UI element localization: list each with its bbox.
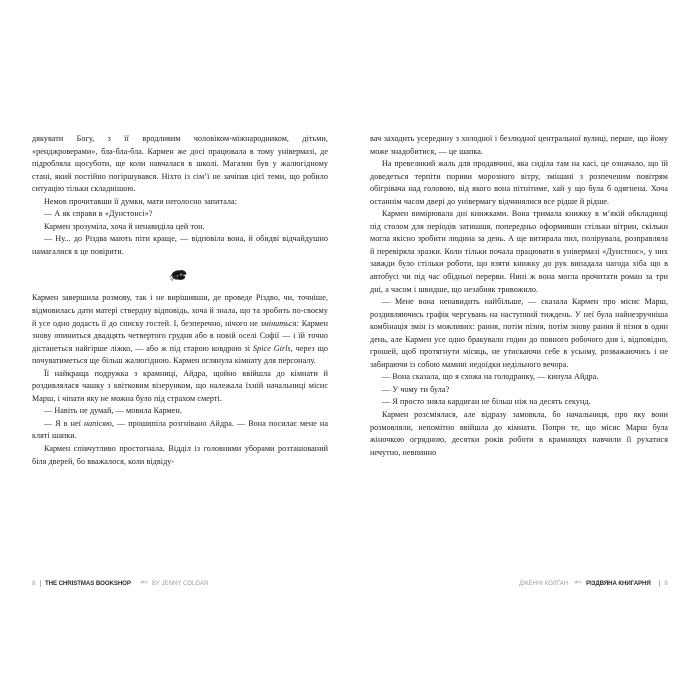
paragraph [32, 133, 328, 196]
paragraph [370, 409, 668, 459]
right-footer-book-title: РІЗДВЯНА КНИГАРНЯ [585, 579, 651, 587]
text-run: Кармен зрозуміла, хоча й ненавиділа цей тон. [44, 221, 205, 231]
text-run: вач заходить усередину з холодної і безлюдної центральної вулиці, перше, що йому може знадобитися, — це шапка. [370, 134, 668, 156]
right-footer-author: ДЖЕННІ КОЛҐАН [519, 579, 569, 587]
paragraph [32, 196, 328, 209]
text-run: Кармен співчутливо простогнала. Відділ із головними уборами розташований біля дверей, бо вважалося, коли відвіду- [32, 444, 328, 466]
text-run: Кармен завершила розмову, так і не вирішивши, де проведе Різдво, чи, точніше, відмовилась дати матері ствердну відповідь, хоча й знала, що та зробить по-своєму й усе одно додасть її до списку гостей. І, безперечно, нічого не [32, 293, 328, 328]
right-page-number: 9 [664, 579, 668, 587]
text-run: На превеликий жаль для продавчині, яка сиділа там на касі, це означало, що їй доведеться терпіти пориви морозного вітру, змішані з розпеченим повітрям обігрівача над головою, від якого вона пітнітиме, хай у що була б одягнена. Хоча останнім часом двері до універмагу відчинялися все рідше й рідше. [370, 159, 668, 206]
text-run: , — прошипіла розгнівано Айдра. — Вона посилає мене на кляті шапки. [32, 418, 328, 441]
text-run: — Ну... до Різдва мають піти краще, — відповіла вона, й обидві відчайдушно намагалися в це повірити. [32, 234, 328, 256]
italic-run: Spice Girls [253, 343, 291, 353]
paragraph [32, 221, 328, 234]
left-footer-author: BY JENNY COLGAN [152, 579, 209, 587]
left-page-footer [32, 574, 211, 592]
paragraph [370, 296, 668, 371]
holly-ornament-small-icon [140, 579, 149, 588]
paragraph [370, 158, 668, 208]
paragraph [370, 208, 668, 296]
paragraph [32, 418, 328, 443]
text-run: — Мене вона ненавидить найбільше, — сказала Кармен про місис Марш, роздивляючись графік чергувань на наступний тиждень. У неї була найнезручніша комбінація змін із можливих: рання, потім пізня, потім знову рання й пізня в один день, але Кармен усе одно бракувало годин до повного робочого дня і, відповідно, грошей, щоб протягнути місяць, не утискаючи себе в усьому, розважаючись і не забираючи із собою мамині недоїдки недільного вечора. [370, 297, 668, 369]
paragraph [32, 368, 328, 406]
holly-ornament-small-icon [574, 579, 583, 588]
italic-run: напісяю [83, 418, 112, 428]
text-run: Кармен знову опиниться двадцять четвертого грудня або в новій оселі Софії — і їй точно дістанеться найгірше ліжко, — або ж під старою ковдрою зі [32, 318, 328, 353]
left-page-number: 8 [32, 579, 36, 587]
text-run: дякувати Богу, з її вродливим чоловіком-міжнародником, дітьми, «ренджроверами», бла-бла-бла. Кармен же досі працювала в тому універмазі, де підробляла щосуботи, ще коли навчалася в школі. Магазин був у жалюгідному стані, який постійно погіршувався. Ніхто із сім’ї не зачіпав цієї теми, що робило ситуацію тільки складнішою. [32, 134, 328, 194]
footer-divider [659, 580, 660, 587]
right-page [350, 0, 700, 700]
paragraph [370, 384, 668, 397]
left-page-body [32, 133, 328, 468]
paragraph [32, 233, 328, 258]
right-page-body [370, 133, 668, 459]
text-run: , через що почуватиметься ще більш жалюгідною. Кармен оглянула кімнату для персоналу. [32, 343, 328, 366]
text-run: — Вона сказала, що я схожа на голодранку, — кинула Айдра. [382, 372, 599, 382]
paragraph [32, 292, 328, 367]
paragraph [370, 371, 668, 384]
text-run: — Я в неї [44, 418, 84, 428]
paragraph [32, 208, 328, 221]
paragraph [370, 133, 668, 158]
text-run: — Я просто зняла кардиган не більш ніж на десять секунд. [382, 397, 591, 407]
text-run: — У чому ти була? [382, 384, 450, 394]
paragraph [32, 405, 328, 418]
left-footer-book-title: THE CHRISTMAS BOOKSHOP [44, 579, 131, 587]
section-ornament [32, 267, 328, 283]
text-run: Немов прочитавши її думки, мати неголосно запитала: [44, 196, 238, 206]
holly-ornament-icon [169, 268, 191, 283]
text-run: Кармен вимірювала дні книжками. Вона тримала книжку в м’якій обкладинці під столом для періодів затишшя, попередньо оформивши стільки вітрин, скільки могла якісно зробити людина за день. А ще витирала пил, полірувала, розправляла й перевіряла зразки. Коли тільки почала працювати в універмазі «Дунстонс», у них завжди було стільки роботи, що взяти книжку до рук випадала нагода хіба що в автобусі чи під час обідньої перерви. Нині ж вона могла прочитати роман за три дні, а часом і швидше, що незабияк тривожило. [370, 209, 668, 294]
paragraph [370, 396, 668, 409]
text-run: — Навіть не думай, — мовила Кармен. [44, 406, 182, 416]
italic-run: зміниться: [260, 318, 300, 328]
right-page-footer [519, 574, 668, 592]
footer-divider [40, 580, 41, 587]
text-run: Її найкраща подружка з крамниці, Айдра, щойно ввійшла до кімнати й роздивлялася чашку з квітковим візерунком, що належала їхній начальниці місис Марш, і чіпати яку не можна було під страхом смерті. [32, 368, 328, 403]
text-run: Кармен розсміялася, але відразу замовкла, бо начальниця, про яку вони розмовляли, непомітно ввійшла до кімнати. Попри те, що місис Марш була жіночкою огрядною, десятки років роботи в крамницях навчили її рухатися нечутно, невпинно [370, 410, 668, 457]
text-run: — А як справи в «Дунстонсі»? [44, 209, 153, 219]
paragraph [32, 443, 328, 468]
